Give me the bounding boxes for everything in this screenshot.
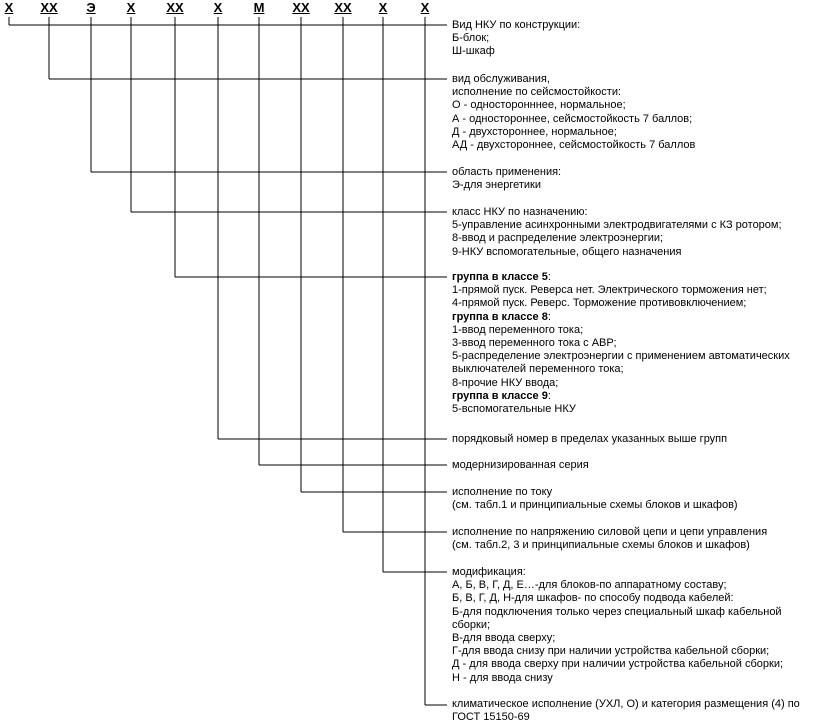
group9-label: группа в классе 9: [452, 389, 548, 402]
desc-service: вид обслуживания, исполнение по сейсмостойкости: О - односторонннее, нормальное; А - одностороннее, сейсмостойкость 7 баллов; Д - двухстороннее, нормальное; АД - двухстороннее, сейсмостойкость 7 баллов: [452, 73, 696, 152]
desc-voltage: исполнение по напряжению силовой цепи и цепи управления (см. табл.2, 3 и принципиальные схемы блоков и шкафов): [452, 526, 768, 552]
desc-current: исполнение по току (см. табл.1 и принципиальные схемы блоков и шкафов): [452, 486, 738, 512]
code-2-service: ХХ: [40, 0, 58, 15]
code-4-class: Х: [126, 0, 136, 15]
desc-modification: модификация: А, Б, В, Г, Д, Е…-для блоков-по аппаратному составу; Б, В, Г, Д, Н-для шкафов- по способу подвода кабелей: Б-для подключения только через специальный шкаф кабельной сборки; В-для ввода сверху; Г-для ввода снизу при наличии устройства кабельной сборки; Д - для ввода сверху при наличии устройства кабельной сборки; Н - для ввода снизу: [452, 566, 784, 684]
desc-application: область применения: Э-для энергетики: [452, 166, 562, 192]
desc-construction: Вид НКУ по конструкции: Б-блок; Ш-шкаф: [452, 19, 581, 58]
desc-number: порядковый номер в пределах указанных выше групп: [452, 433, 728, 445]
desc-class: класс НКУ по назначению: 5-управление асинхронными электродвигателями с КЗ ротором; 8-ввод и распределение электроэнергии; 9-НКУ вспомогательные, общего назначения: [452, 206, 782, 258]
code-1-construction: Х: [4, 0, 14, 15]
code-3-application: Э: [86, 0, 96, 15]
code-11-climate: Х: [420, 0, 430, 15]
desc-modernized: модернизированная серия: [452, 459, 589, 471]
code-7-modern: М: [253, 0, 265, 15]
code-8-current: ХХ: [292, 0, 310, 15]
group5-label: группа в классе 5: [452, 271, 548, 283]
code-9-voltage: ХХ: [334, 0, 352, 15]
group8-label: группа в классе 8: [452, 310, 548, 323]
code-5-group: ХХ: [166, 0, 184, 15]
desc-climate: климатическое исполнение (УХЛ, О) и категория размещения (4) по ГОСТ 15150-69: [452, 698, 800, 724]
code-10-modification: Х: [378, 0, 388, 15]
code-6-number: Х: [213, 0, 223, 15]
desc-group: группа в классе 5: 1-прямой пуск. Реверса нет. Электрического торможения нет; 4-прямой пуск. Реверс. Торможение противовключением; группа в классе 8: 1-ввод переменного тока; 3-ввод переменного тока с АВР; 5-распределение электроэнергии с применением автоматических выключателей переменного тока; 8-прочие НКУ ввода; группа в классе 9: 5-вспомогательные НКУ: [452, 271, 790, 416]
